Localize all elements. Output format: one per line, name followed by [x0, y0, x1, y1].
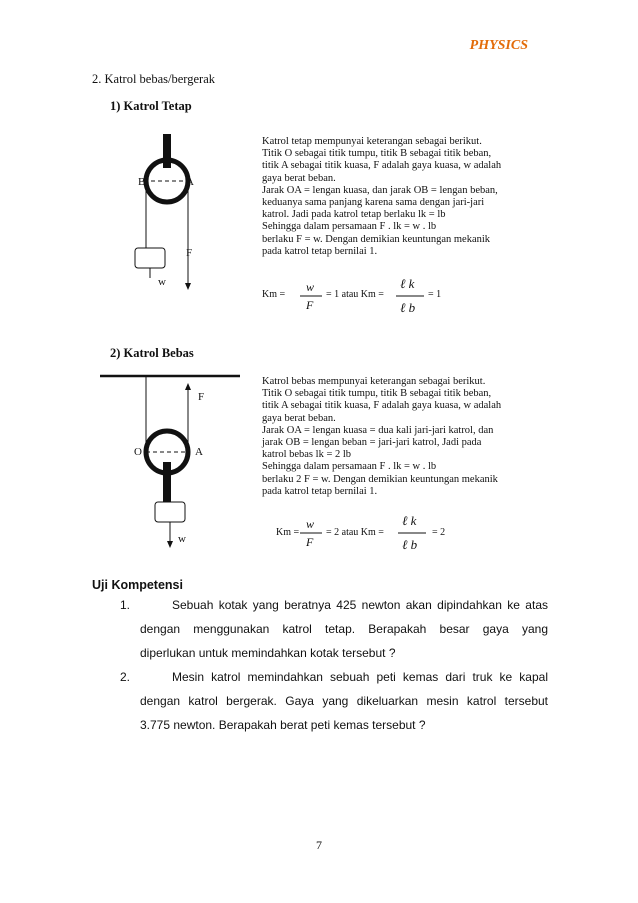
- section-title: 2. Katrol bebas/bergerak: [92, 72, 215, 86]
- label-a: A: [186, 176, 194, 188]
- question-1-number: 1.: [120, 598, 131, 612]
- katrol-bebas-heading: 2) Katrol Bebas: [110, 346, 194, 360]
- formula-result: = 1: [428, 289, 442, 300]
- formula-den-f: F: [306, 298, 314, 312]
- fixed-force-arrow: [185, 283, 191, 290]
- fixed-pulley-mount: [163, 134, 171, 168]
- label-f-free: F: [198, 391, 205, 403]
- question-2-line-1: Mesin katrol memindahkan sebuah peti kemas dari truk ke kapal: [172, 670, 548, 684]
- free-pulley-diagram: [100, 376, 240, 548]
- question-2-line-2: dengan katrol bergerak. Gaya yang dikeluarkan mesin katrol tersebut: [140, 694, 548, 708]
- page-number: 7: [316, 838, 322, 852]
- fixed-load-box: [135, 248, 165, 268]
- label-a-free: A: [195, 446, 203, 458]
- formula-km: Km =: [262, 289, 286, 300]
- formula2-den-f: F: [306, 535, 314, 549]
- free-weight-arrow: [167, 541, 173, 548]
- label-w-free: w: [178, 533, 186, 545]
- label-f: F: [186, 247, 193, 259]
- free-load-box: [155, 502, 185, 522]
- formula-num-lk: ℓ k: [400, 276, 415, 291]
- formula-num-w: w: [306, 280, 315, 294]
- formula2-result: = 2: [432, 527, 446, 538]
- formula2-num-w: w: [306, 517, 315, 531]
- uji-kompetensi-title: Uji Kompetensi: [92, 578, 183, 592]
- katrol-bebas-description: Katrol bebas mempunyai keterangan sebagai berikut. Titik O sebagai titik tumpu, titik B sebagai titik beban, titik A sebagai titik kuasa, F adalah gaya kuasa, w adalah gaya berat beban. Jarak OA = lengan kuasa = dua kali jari-jari katrol, dan jarak OB = lengan beban = jari-jari katrol, Jadi pada katrol bebas lk = 2 lb Sehingga dalam persamaan F . lk = w . lb berlaku 2 F = w. Dengan demikian keuntungan mekanik pada katrol tetap bernilai 1.: [262, 376, 502, 497]
- fixed-pulley-diagram: [135, 134, 191, 290]
- formula2-den-lb: ℓ b: [402, 537, 418, 552]
- formula-mid: = 1 atau Km =: [326, 289, 384, 300]
- katrol-tetap-heading: 1) Katrol Tetap: [110, 99, 192, 113]
- label-w: w: [158, 276, 166, 288]
- free-pulley-hanger: [163, 462, 171, 502]
- formula2-km: Km =: [276, 527, 300, 538]
- formula2-num-lk: ℓ k: [402, 513, 417, 528]
- question-2-number: 2.: [120, 670, 131, 684]
- subject-header: PHYSICS: [469, 38, 528, 53]
- question-2-line-3: 3.775 newton. Berapakah berat peti kemas tersebut ?: [140, 718, 426, 732]
- label-b: B: [138, 176, 146, 188]
- formula-den-lb: ℓ b: [400, 300, 416, 315]
- question-1-line-3: diperlukan untuk memindahkan kotak tersebut ?: [140, 646, 396, 660]
- label-o: O: [134, 446, 142, 458]
- formula2-mid: = 2 atau Km =: [326, 527, 384, 538]
- question-1-line-2: dengan menggunakan katrol tetap. Berapakah besar gaya yang: [140, 622, 548, 636]
- katrol-tetap-description: Katrol tetap mempunyai keterangan sebagai berikut. Titik O sebagai titik tumpu, titik B sebagai titik beban, titik A sebagai titik kuasa, F adalah gaya kuasa, w adalah gaya berat beban. Jarak OA = lengan kuasa, dan jarak OB = lengan beban, keduanya sama panjang karena sama dengan jari-jari katrol. Jadi pada katrol tetap berlaku lk = lb Sehingga dalam persamaan F . lk = w . lb berlaku F = w. Dengan demikian keuntungan mekanik pada katrol tetap bernilai 1.: [262, 136, 502, 257]
- question-1-line-1: Sebuah kotak yang beratnya 425 newton akan dipindahkan ke atas: [172, 598, 548, 612]
- free-force-arrow: [185, 383, 191, 390]
